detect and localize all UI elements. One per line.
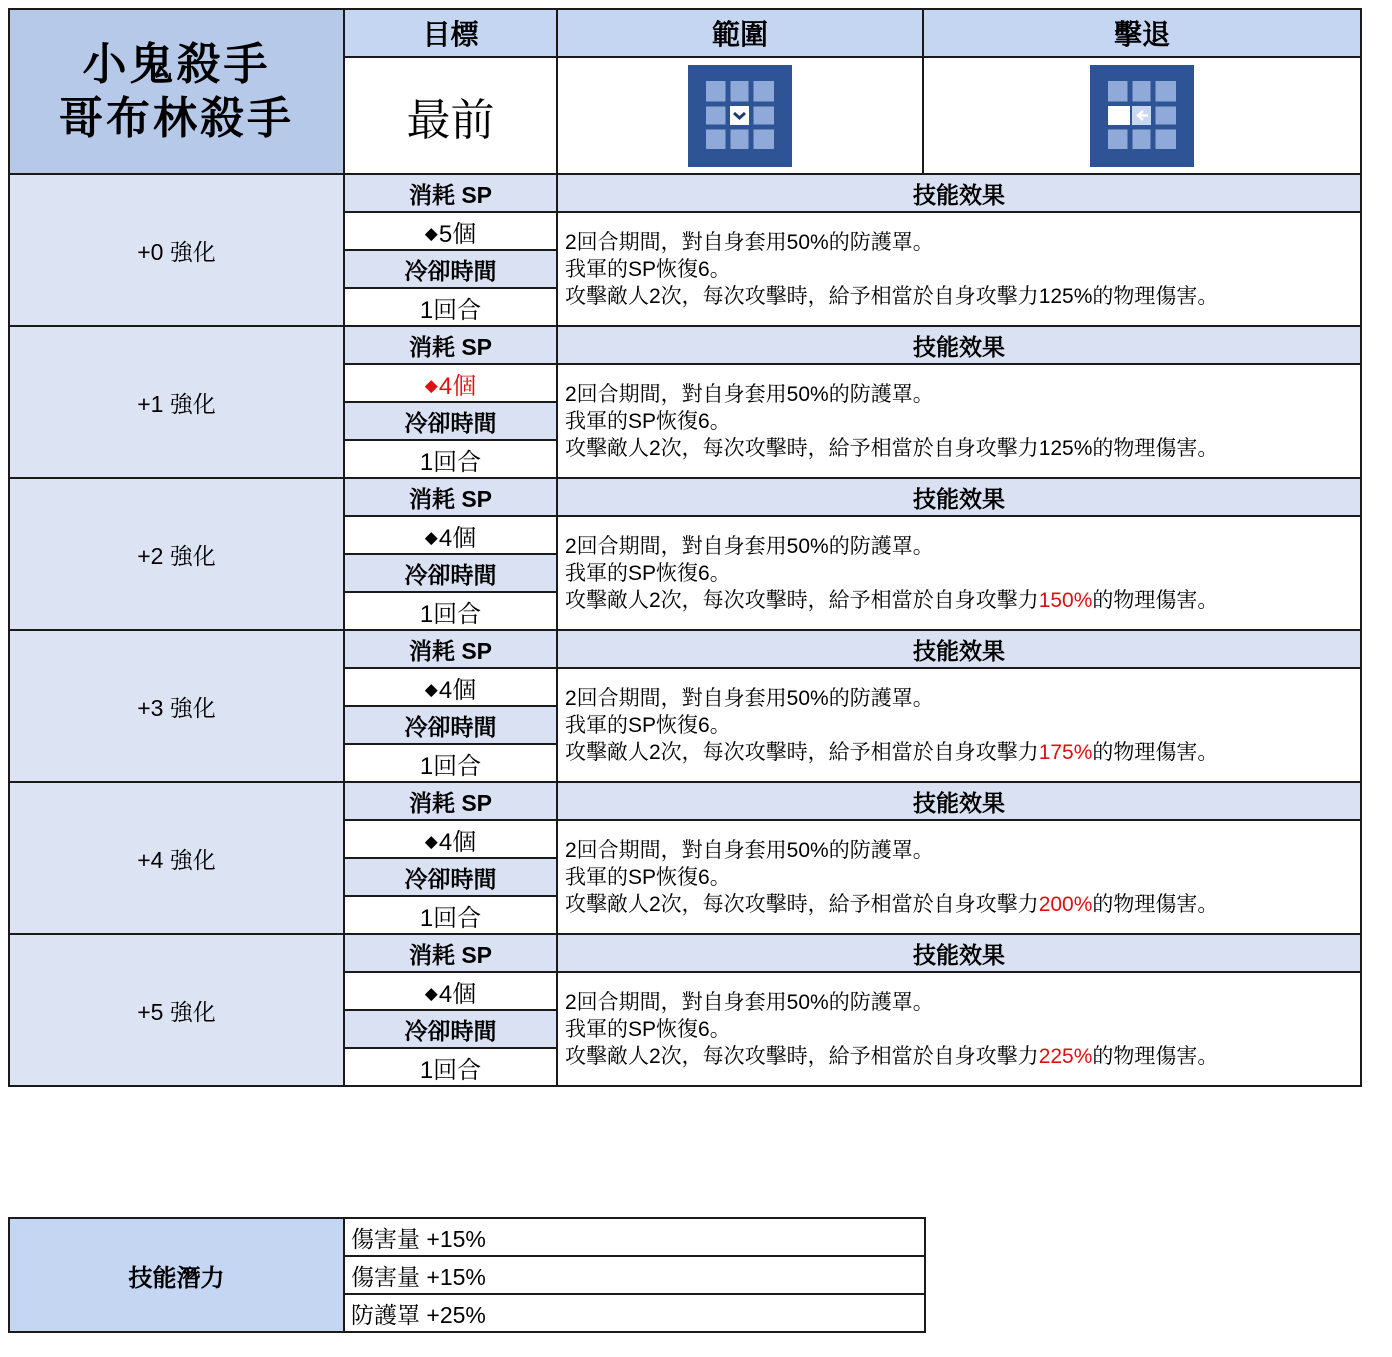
effect-line — [565, 587, 1360, 614]
effect-line-prefix: 攻擊敵人2次，每次攻擊時，給予相當於自身攻擊力 — [565, 588, 1039, 612]
target-value: 最前 — [344, 57, 557, 174]
cooldown-value: 1回合 — [344, 288, 557, 326]
potential-item: 防護罩 +25% — [344, 1294, 925, 1332]
skill-name-cell — [9, 9, 344, 174]
effect-percent: 200% — [1038, 892, 1093, 916]
sp-header: 消耗 SP — [344, 174, 557, 212]
effect-line: 2回合期間，對自身套用50%的防護罩。 — [565, 382, 934, 406]
potential-label: 技能潛力 — [9, 1218, 344, 1332]
effect-line: 我軍的SP恢復6。 — [565, 561, 731, 585]
diamond-icon: ◆ — [424, 983, 438, 1003]
cooldown-header: 冷卻時間 — [344, 1010, 557, 1048]
effect-line-prefix: 攻擊敵人2次，每次攻擊時，給予相當於自身攻擊力 — [565, 284, 1039, 308]
level-label: +4 強化 — [9, 782, 344, 934]
effect-percent: 125% — [1038, 436, 1093, 460]
effect-line-prefix: 攻擊敵人2次，每次攻擊時，給予相當於自身攻擊力 — [565, 892, 1039, 916]
potential-table — [8, 1217, 926, 1333]
effect-percent: 225% — [1038, 1044, 1093, 1068]
knockback-header: 擊退 — [923, 9, 1361, 57]
range-grid-front-arrow-icon — [688, 65, 792, 167]
level-label: +0 強化 — [9, 174, 344, 326]
sp-cost — [344, 212, 557, 250]
cooldown-header: 冷卻時間 — [344, 858, 557, 896]
sp-cost-value: 5個 — [438, 220, 477, 248]
sp-cost — [344, 668, 557, 706]
effect-text — [557, 212, 1361, 326]
effect-line-suffix: 的物理傷害。 — [1092, 740, 1219, 764]
effect-line-suffix: 的物理傷害。 — [1092, 284, 1219, 308]
effect-header: 技能效果 — [557, 174, 1361, 212]
diamond-icon: ◆ — [424, 375, 438, 395]
effect-line: 我軍的SP恢復6。 — [565, 865, 731, 889]
effect-line-prefix: 攻擊敵人2次，每次攻擊時，給予相當於自身攻擊力 — [565, 740, 1039, 764]
potential-item: 傷害量 +15% — [344, 1256, 925, 1294]
sp-header: 消耗 SP — [344, 326, 557, 364]
sp-cost-value: 4個 — [438, 524, 477, 552]
diamond-icon: ◆ — [424, 831, 438, 851]
range-header: 範圍 — [557, 9, 923, 57]
effect-line: 2回合期間，對自身套用50%的防護罩。 — [565, 534, 934, 558]
effect-line — [565, 1043, 1360, 1070]
effect-line: 我軍的SP恢復6。 — [565, 257, 731, 281]
effect-line: 我軍的SP恢復6。 — [565, 713, 731, 737]
cooldown-header: 冷卻時間 — [344, 250, 557, 288]
effect-line: 我軍的SP恢復6。 — [565, 1017, 731, 1041]
range-icon-cell — [557, 57, 923, 174]
skill-name-secondary: 哥布林殺手 — [59, 93, 294, 143]
cooldown-value: 1回合 — [344, 592, 557, 630]
effect-text — [557, 516, 1361, 630]
effect-percent: 175% — [1038, 740, 1093, 764]
effect-line: 2回合期間，對自身套用50%的防護罩。 — [565, 838, 934, 862]
effect-percent: 150% — [1038, 588, 1093, 612]
sp-cost — [344, 820, 557, 858]
effect-header: 技能效果 — [557, 326, 1361, 364]
sp-header: 消耗 SP — [344, 934, 557, 972]
cooldown-header: 冷卻時間 — [344, 554, 557, 592]
cooldown-value: 1回合 — [344, 744, 557, 782]
effect-line: 2回合期間，對自身套用50%的防護罩。 — [565, 686, 934, 710]
knockback-icon-cell — [923, 57, 1361, 174]
effect-line — [565, 435, 1360, 462]
effect-text — [557, 364, 1361, 478]
sp-header: 消耗 SP — [344, 630, 557, 668]
effect-line — [565, 283, 1360, 310]
effect-text — [557, 820, 1361, 934]
effect-line — [565, 891, 1360, 918]
knockback-left-arrow-icon — [1090, 65, 1194, 167]
sp-cost-value: 4個 — [438, 676, 477, 704]
level-label: +1 強化 — [9, 326, 344, 478]
cooldown-header: 冷卻時間 — [344, 706, 557, 744]
effect-text — [557, 668, 1361, 782]
diamond-icon: ◆ — [424, 223, 438, 243]
effect-line: 2回合期間，對自身套用50%的防護罩。 — [565, 230, 934, 254]
cooldown-value: 1回合 — [344, 440, 557, 478]
effect-header: 技能效果 — [557, 478, 1361, 516]
effect-line-prefix: 攻擊敵人2次，每次攻擊時，給予相當於自身攻擊力 — [565, 436, 1039, 460]
effect-line-suffix: 的物理傷害。 — [1092, 436, 1219, 460]
sp-cost-value: 4個 — [438, 828, 477, 856]
diamond-icon: ◆ — [424, 679, 438, 699]
diamond-icon: ◆ — [424, 527, 438, 547]
sp-header: 消耗 SP — [344, 782, 557, 820]
effect-line: 我軍的SP恢復6。 — [565, 409, 731, 433]
sp-header: 消耗 SP — [344, 478, 557, 516]
sp-cost — [344, 364, 557, 402]
effect-header: 技能效果 — [557, 630, 1361, 668]
effect-header: 技能效果 — [557, 782, 1361, 820]
effect-text — [557, 972, 1361, 1086]
level-label: +5 強化 — [9, 934, 344, 1086]
skill-table — [8, 8, 1362, 1087]
cooldown-value: 1回合 — [344, 1048, 557, 1086]
target-header: 目標 — [344, 9, 557, 57]
sp-cost-value: 4個 — [438, 372, 477, 400]
sp-cost — [344, 516, 557, 554]
effect-line-suffix: 的物理傷害。 — [1092, 588, 1219, 612]
level-label: +3 強化 — [9, 630, 344, 782]
level-label: +2 強化 — [9, 478, 344, 630]
effect-percent: 125% — [1038, 284, 1093, 308]
effect-line-prefix: 攻擊敵人2次，每次攻擊時，給予相當於自身攻擊力 — [565, 1044, 1039, 1068]
effect-header: 技能效果 — [557, 934, 1361, 972]
sp-cost — [344, 972, 557, 1010]
effect-line: 2回合期間，對自身套用50%的防護罩。 — [565, 990, 934, 1014]
potential-item: 傷害量 +15% — [344, 1218, 925, 1256]
cooldown-header: 冷卻時間 — [344, 402, 557, 440]
effect-line-suffix: 的物理傷害。 — [1092, 892, 1219, 916]
sp-cost-value: 4個 — [438, 980, 477, 1008]
effect-line — [565, 739, 1360, 766]
skill-name-primary: 小鬼殺手 — [82, 39, 271, 89]
cooldown-value: 1回合 — [344, 896, 557, 934]
effect-line-suffix: 的物理傷害。 — [1092, 1044, 1219, 1068]
